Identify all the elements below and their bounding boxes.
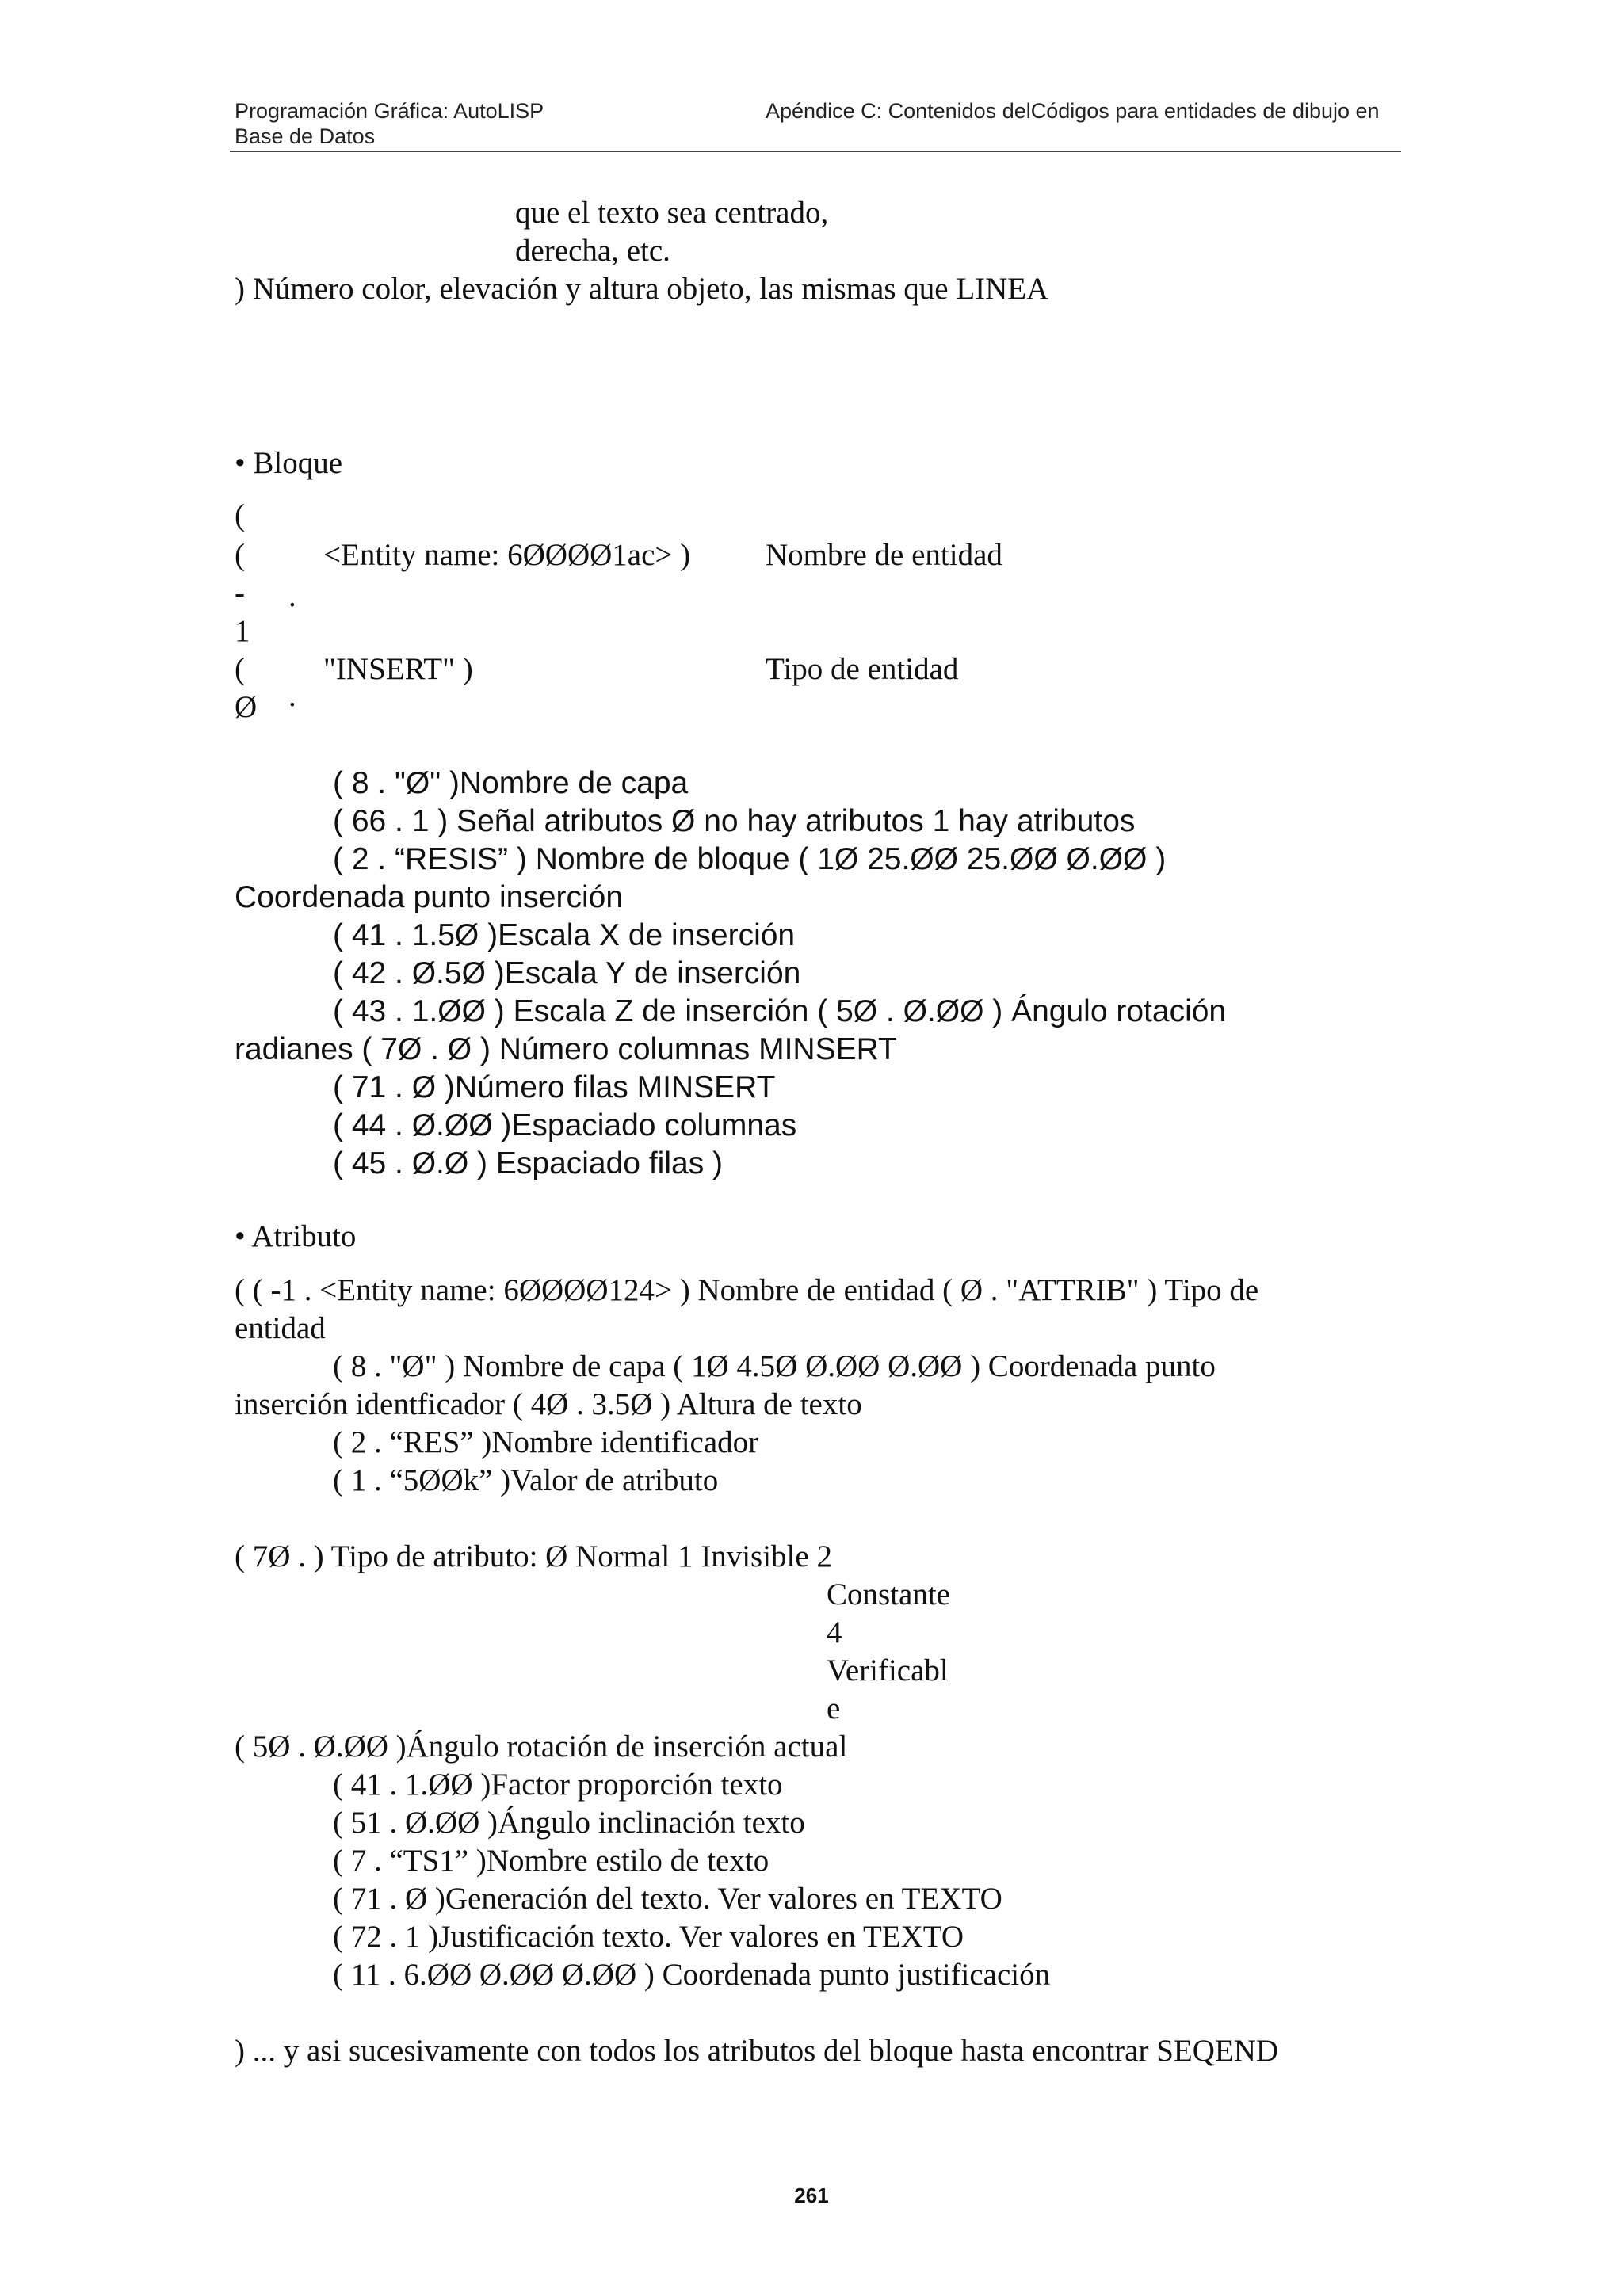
text-line: radianes ( 7Ø . Ø ) Número columnas MINSERT [235, 1032, 897, 1066]
text-line: ( 7Ø . ) Tipo de atributo: Ø Normal 1 Invisible 2 [235, 1539, 832, 1573]
text-line: ( 66 . 1 ) Señal atributos Ø no hay atributos 1 hay atributos [333, 804, 1136, 838]
section-heading-bloque: • Bloque [235, 446, 343, 480]
header-left-line2: Base de Datos [235, 124, 376, 148]
text-line: ) ... y asi sucesivamente con todos los atributos del bloque hasta encontrar SEQEND [235, 2034, 1279, 2068]
text-line: 1 [235, 614, 250, 648]
text-line: ( 2 . “RES” )Nombre identificador [333, 1425, 759, 1459]
text-line: ( 7 . “TS1” )Nombre estilo de texto [333, 1844, 769, 1878]
text-line: ( 1 . “5ØØk” )Valor de atributo [333, 1463, 719, 1497]
text-line: Verificabl [827, 1653, 949, 1688]
text-line: ( 71 . Ø )Número filas MINSERT [333, 1070, 776, 1104]
text-line: e [827, 1691, 841, 1726]
text-line: ( ( -1 . <Entity name: 6ØØØØ124> ) Nombre de entidad ( Ø . "ATTRIB" ) Tipo de [235, 1273, 1259, 1307]
text-line: ( 45 . Ø.Ø ) Espaciado filas ) [333, 1146, 724, 1180]
text-line: Tipo de entidad [766, 652, 959, 686]
text-line: . [288, 579, 296, 613]
header-left-line1: Programación Gráfica: AutoLISP [235, 99, 544, 123]
text-line: ( [235, 652, 245, 686]
text-line: ( 51 . Ø.ØØ )Ángulo inclinación texto [333, 1806, 805, 1840]
text-line: que el texto sea centrado, [515, 196, 829, 230]
text-line: . [288, 679, 296, 713]
text-line: ( 41 . 1.5Ø )Escala X de inserción [333, 918, 796, 952]
text-line: ) Número color, elevación y altura objeto, las mismas que LINEA [235, 272, 1049, 306]
text-line: derecha, etc. [515, 234, 670, 268]
text-line: entidad [235, 1311, 326, 1345]
text-line: ( 8 . "Ø" )Nombre de capa [333, 766, 689, 800]
text-line: ( 42 . Ø.5Ø )Escala Y de inserción [333, 956, 801, 990]
text-line: 4 [827, 1615, 842, 1650]
text-line: <Entity name: 6ØØØØ1ac> ) [323, 538, 691, 572]
text-line: "INSERT" ) [323, 652, 473, 686]
text-line: Constante [827, 1577, 950, 1611]
text-line: ( 44 . Ø.ØØ )Espaciado columnas [333, 1108, 797, 1142]
text-line: ( [235, 538, 245, 572]
text-line: ( 72 . 1 )Justificación texto. Ver valores en TEXTO [333, 1920, 964, 1954]
header-right: Apéndice C: Contenidos delCódigos para entidades de dibujo en [766, 99, 1380, 123]
text-line: ( 11 . 6.ØØ Ø.ØØ Ø.ØØ ) Coordenada punto justificación [333, 1958, 1051, 1992]
section-heading-atributo: • Atributo [235, 1219, 357, 1253]
text-line: Nombre de entidad [766, 538, 1002, 572]
text-line: - [235, 576, 245, 610]
text-line: ( 41 . 1.ØØ )Factor proporción texto [333, 1768, 783, 1802]
text-line: ( 5Ø . Ø.ØØ )Ángulo rotación de inserción actual [235, 1730, 848, 1764]
text-line: ( 71 . Ø )Generación del texto. Ver valores en TEXTO [333, 1882, 1002, 1916]
text-line: Ø [235, 690, 258, 724]
text-line: Coordenada punto inserción [235, 880, 624, 914]
text-line: ( [235, 498, 245, 532]
text-line: inserción identficador ( 4Ø . 3.5Ø ) Altura de texto [235, 1387, 862, 1421]
text-line: ( 8 . "Ø" ) Nombre de capa ( 1Ø 4.5Ø Ø.ØØ Ø.ØØ ) Coordenada punto [333, 1349, 1216, 1383]
header-rule [230, 151, 1401, 152]
page-number: 261 [794, 2183, 829, 2207]
text-line: ( 43 . 1.ØØ ) Escala Z de inserción ( 5Ø . Ø.ØØ ) Ángulo rotación [333, 994, 1227, 1028]
text-line: ( 2 . “RESIS” ) Nombre de bloque ( 1Ø 25.ØØ 25.ØØ Ø.ØØ ) [333, 842, 1167, 876]
